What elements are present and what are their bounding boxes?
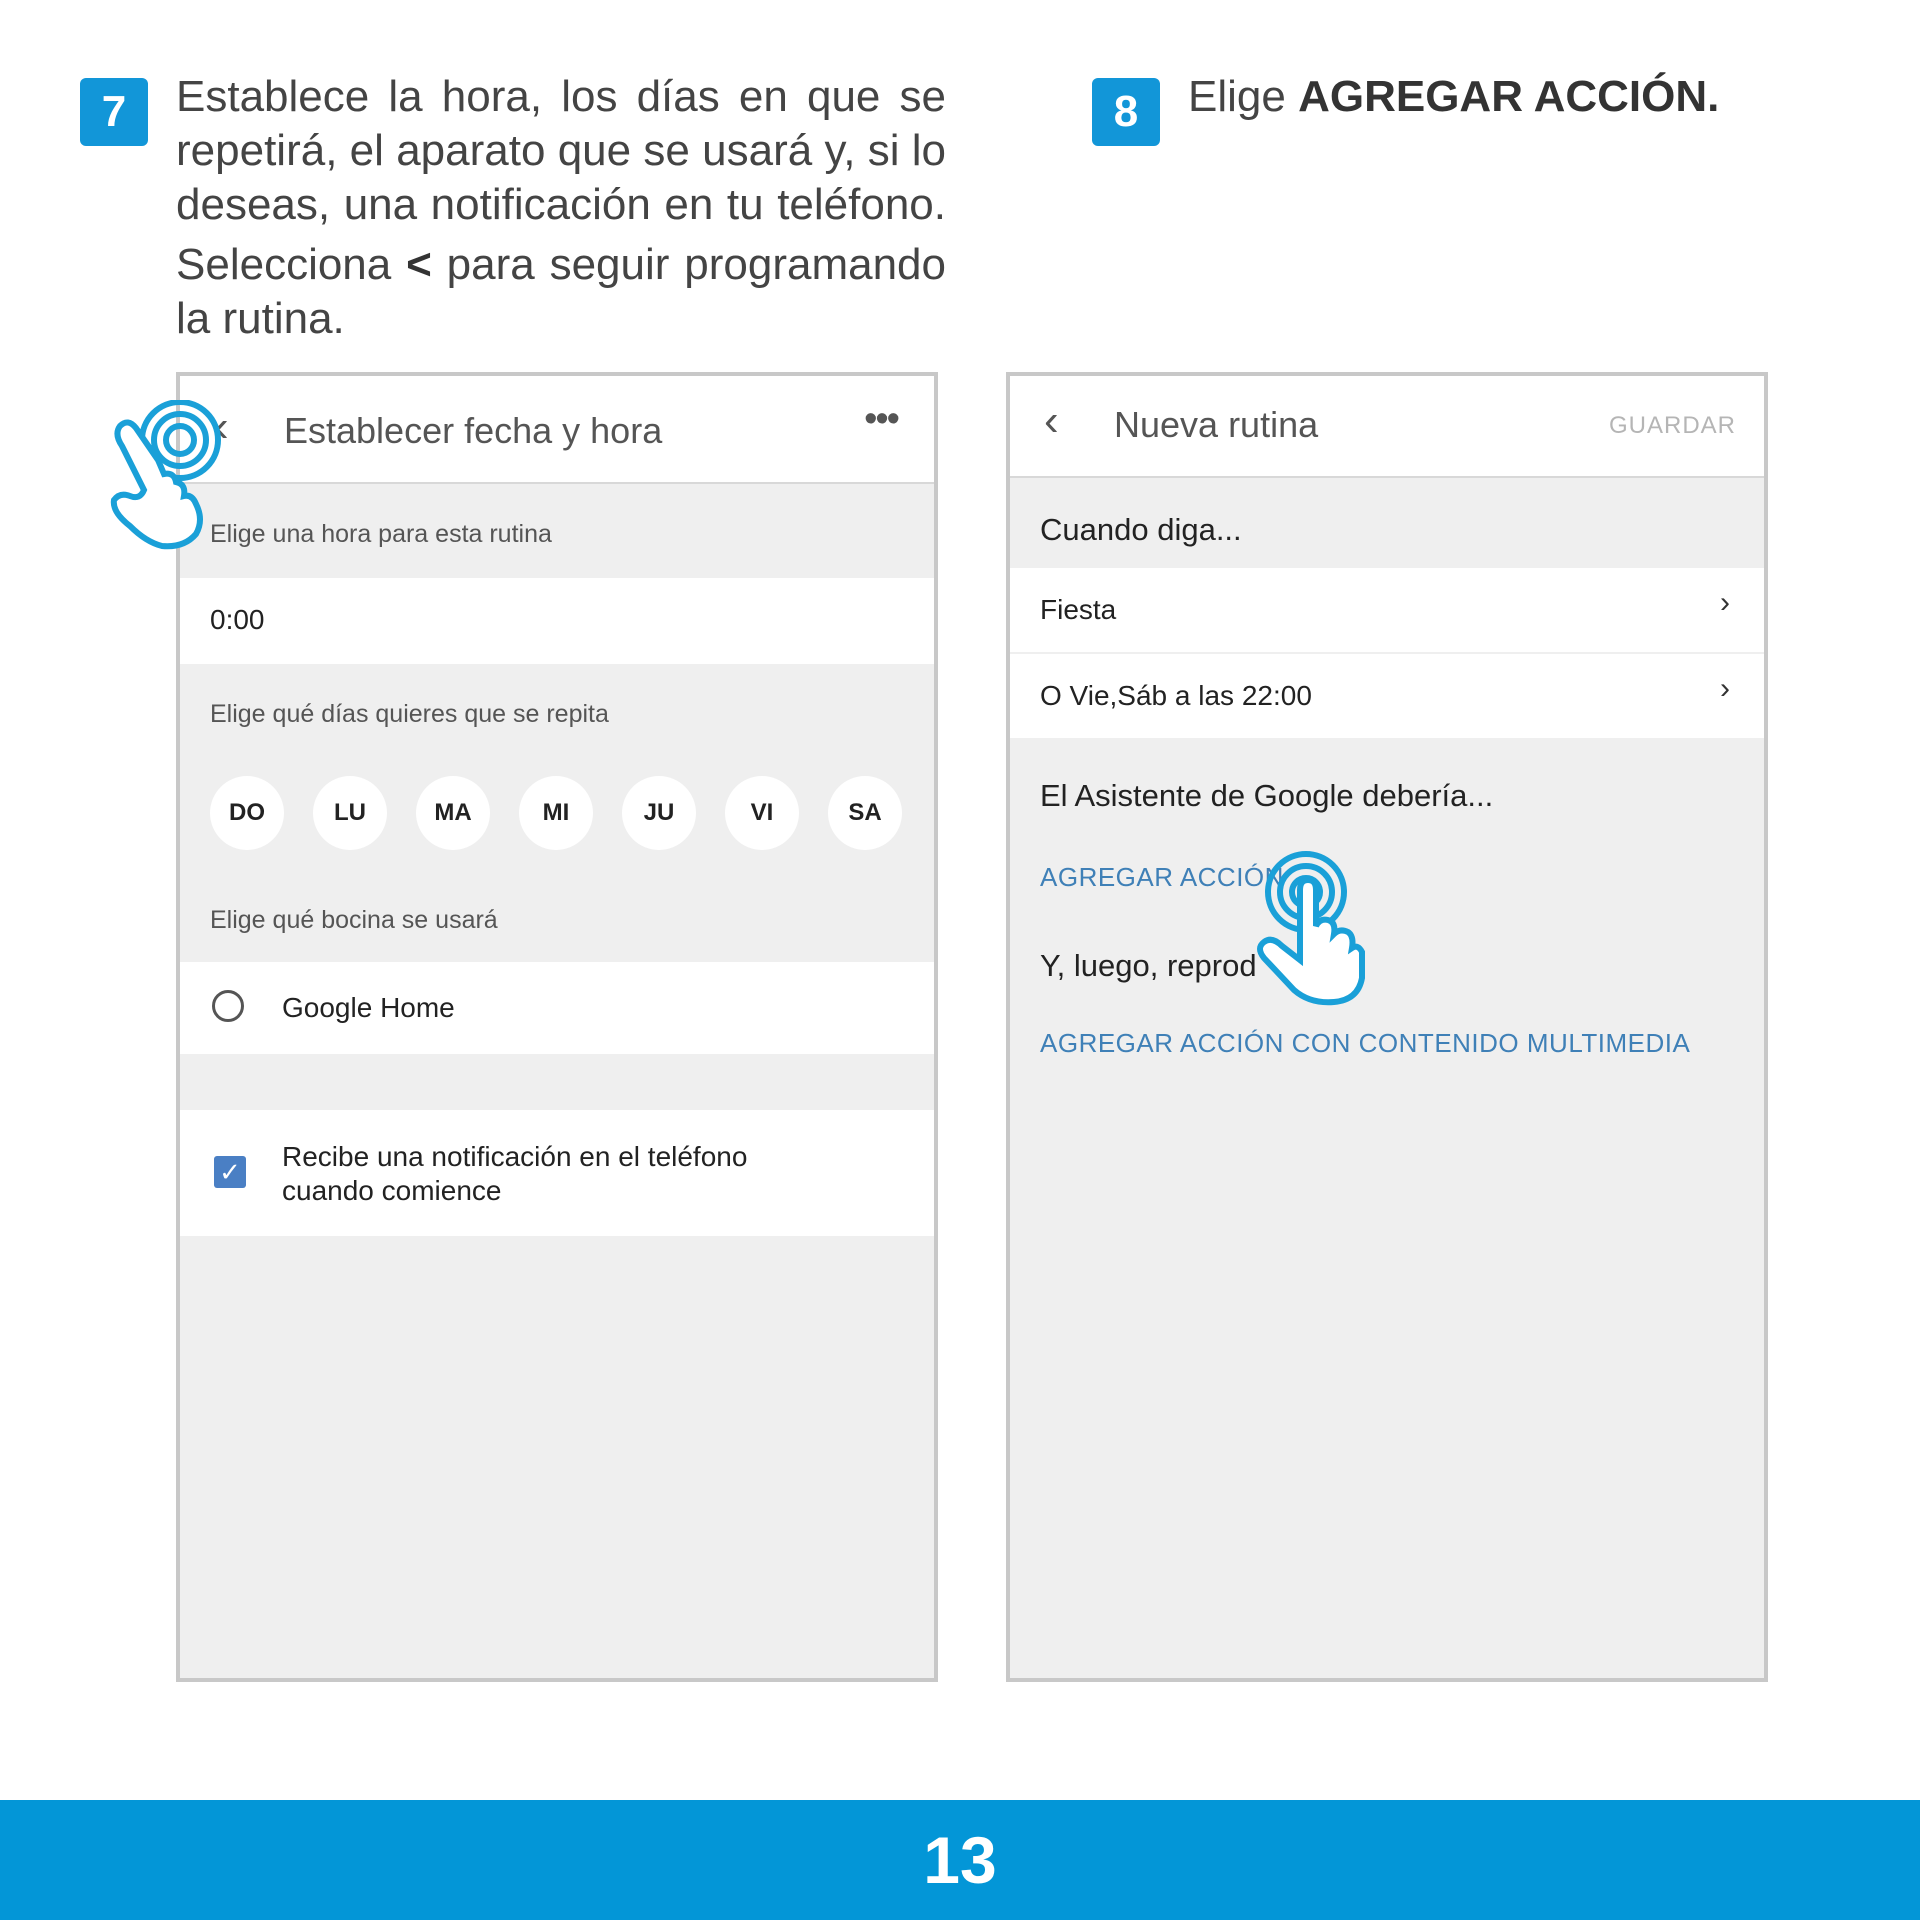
left-top-bar	[180, 376, 934, 484]
right-top-bar	[1010, 376, 1764, 478]
left-screen-title: Establecer fecha y hora	[284, 410, 663, 451]
add-media-action-button[interactable]: AGREGAR ACCIÓN CON CONTENIDO MULTIMEDIA	[1040, 1028, 1691, 1058]
notification-label: Recibe una notificación en el teléfono cuando comience	[282, 1141, 748, 1206]
trigger-row-2[interactable]	[1010, 654, 1764, 738]
trigger-2-label: O Vie,Sáb a las 22:00	[1040, 680, 1312, 711]
tap-hand-icon	[1250, 850, 1380, 1010]
day-button-sa[interactable]: SA	[828, 776, 902, 850]
trigger-1-label: Fiesta	[1040, 594, 1117, 625]
trigger-row-1[interactable]	[1010, 568, 1764, 652]
step-7-badge: 7	[80, 78, 148, 146]
radio-button[interactable]	[212, 990, 244, 1022]
day-button-mi[interactable]: MI	[519, 776, 593, 850]
notification-row[interactable]	[180, 1110, 934, 1236]
page-number: 13	[923, 1823, 997, 1897]
time-label: Elige una hora para esta rutina	[210, 520, 552, 548]
chevron-right-icon: ›	[1720, 672, 1730, 705]
tap-hand-icon	[100, 400, 230, 560]
back-arrow-icon[interactable]: ‹	[214, 402, 229, 451]
step-7-line-5: la rutina.	[176, 294, 345, 343]
step-8-badge: 8	[1092, 78, 1160, 146]
step-8-instructions: Elige AGREGAR ACCIÓN.	[1188, 72, 1720, 121]
step-7-line-4: Selecciona < para seguir programando	[176, 240, 946, 289]
back-arrow-icon[interactable]: ‹	[1044, 396, 1059, 445]
step-7-line-1: Establece la hora, los días en que se	[176, 72, 946, 121]
step-7-instructions	[176, 70, 946, 346]
step-7-line-2: repetirá, el aparato que se usará y, si lo	[176, 126, 946, 175]
checkbox-checked-icon[interactable]: ✓	[214, 1156, 246, 1188]
time-row[interactable]	[180, 578, 934, 664]
speaker-label: Elige qué bocina se usará	[210, 906, 498, 934]
step-7-line-3: deseas, una notificación en tu teléfono.	[176, 180, 946, 229]
then-label: Y, luego, reprod	[1040, 948, 1257, 983]
left-phone-screen	[176, 372, 938, 1682]
day-button-do[interactable]: DO	[210, 776, 284, 850]
assistant-label: El Asistente de Google debería...	[1040, 778, 1494, 813]
days-label: Elige qué días quieres que se repita	[210, 700, 609, 728]
day-button-vi[interactable]: VI	[725, 776, 799, 850]
chevron-right-icon: ›	[1720, 586, 1730, 619]
add-action-button[interactable]: AGREGAR ACCIÓN	[1040, 862, 1284, 892]
when-label: Cuando diga...	[1040, 512, 1242, 547]
speaker-option-row[interactable]	[180, 962, 934, 1054]
day-button-lu[interactable]: LU	[313, 776, 387, 850]
day-button-ju[interactable]: JU	[622, 776, 696, 850]
time-value: 0:00	[210, 604, 265, 635]
save-button[interactable]: GUARDAR	[1608, 412, 1736, 439]
day-button-ma[interactable]: MA	[416, 776, 490, 850]
right-phone-screen	[1006, 372, 1768, 1682]
right-screen-title: Nueva rutina	[1114, 404, 1319, 445]
more-horizontal-icon[interactable]: •••	[864, 398, 898, 440]
speaker-option-label: Google Home	[282, 992, 455, 1023]
page-footer	[0, 1800, 1920, 1920]
